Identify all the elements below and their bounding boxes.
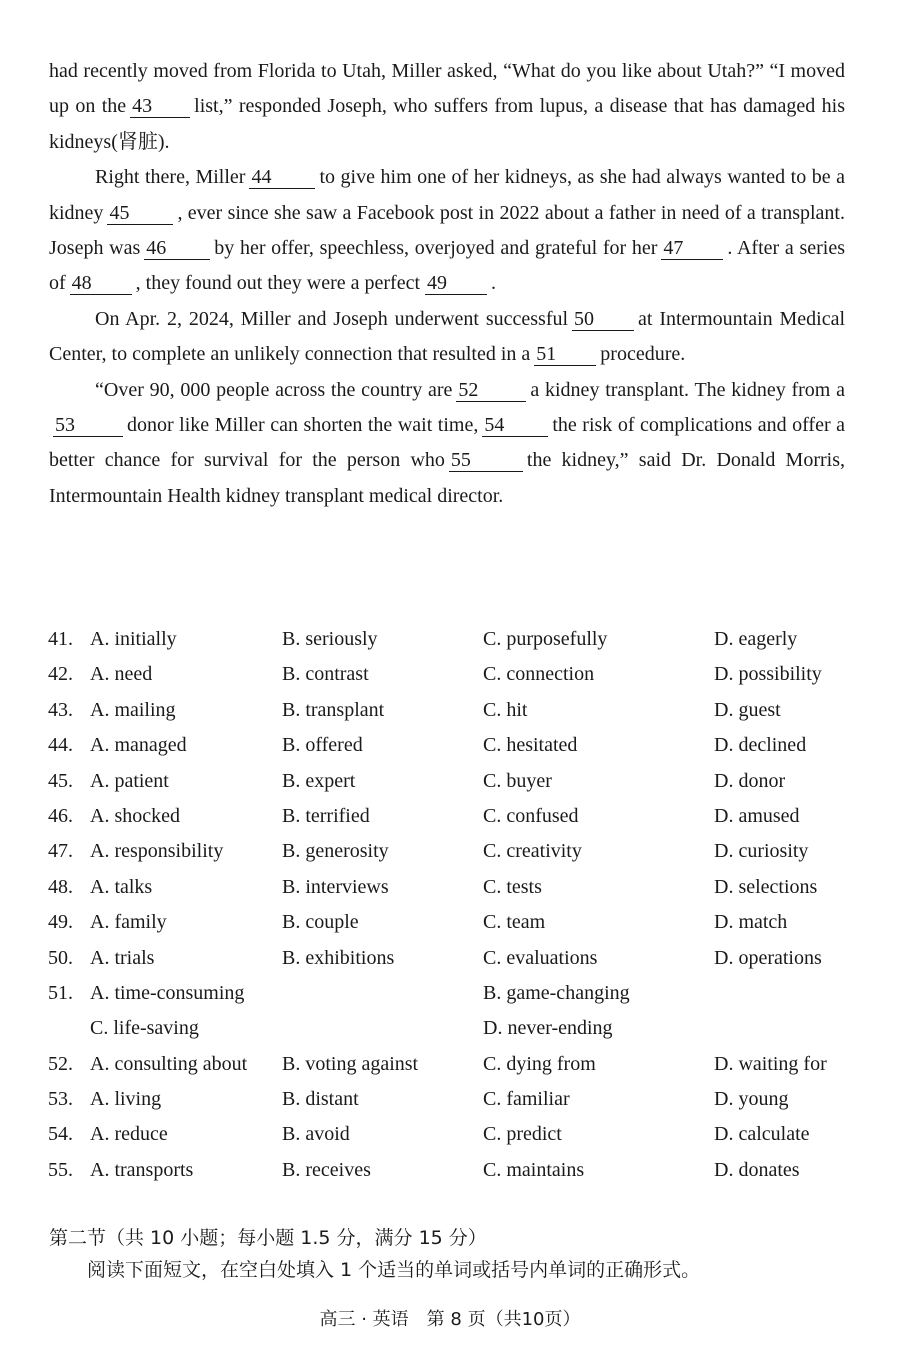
passage-text: by her offer, speechless, overjoyed and grateful for her — [214, 237, 658, 260]
question-number: 43. — [48, 698, 73, 721]
blank-47: 47 — [661, 237, 723, 260]
question-row — [48, 1011, 848, 1046]
option-d: D. young — [714, 1088, 789, 1111]
question-number: 51. — [48, 981, 73, 1004]
option-b: B. couple — [282, 911, 359, 934]
question-row — [48, 764, 848, 799]
section-two — [49, 1222, 700, 1286]
blank-55: 55 — [449, 449, 523, 472]
passage-text: donor like Miller can shorten the wait time, — [127, 414, 479, 437]
question-row — [48, 1153, 848, 1188]
option-c: C. familiar — [483, 1088, 570, 1111]
question-row — [48, 799, 848, 834]
passage-text: , they found out they were a perfect — [135, 272, 420, 295]
question-number: 47. — [48, 840, 73, 863]
passage-text: On Apr. 2, 2024, Miller and Joseph underwent successful — [95, 307, 569, 330]
question-number: 42. — [48, 663, 73, 686]
question-row — [48, 905, 848, 940]
option-c: C. hit — [483, 698, 528, 721]
question-number: 52. — [48, 1052, 73, 1075]
blank-53: 53 — [53, 414, 123, 437]
passage-text: . — [491, 272, 496, 295]
passage-text: had recently moved from Florida to Utah, Miller asked, “What do you like about Utah?” “I moved up on the — [49, 60, 845, 118]
option-b: B. generosity — [282, 840, 389, 863]
paragraph-4 — [49, 373, 845, 515]
blank-49: 49 — [425, 272, 487, 295]
question-number: 46. — [48, 804, 73, 827]
option-a: A. need — [90, 663, 153, 686]
blank-54: 54 — [482, 414, 548, 437]
passage-text: . After a series of — [49, 237, 845, 295]
option-c: C. buyer — [483, 769, 552, 792]
option-d: D. curiosity — [714, 840, 809, 863]
option-d: D. waiting for — [714, 1052, 827, 1075]
option-c: C. purposefully — [483, 628, 608, 650]
question-number: 45. — [48, 769, 73, 792]
option-a: A. reduce — [90, 1123, 168, 1146]
option-a: A. trials — [90, 946, 155, 969]
blank-50: 50 — [572, 308, 634, 331]
option-d: D. guest — [714, 698, 781, 721]
passage-text: , ever since she saw a Facebook post in 2022 about a father in need of a transplant. Joseph was — [49, 201, 845, 260]
option-c: C. evaluations — [483, 946, 598, 969]
question-number: 50. — [48, 946, 73, 969]
passage-text: procedure. — [600, 343, 686, 366]
paragraph-2 — [49, 160, 845, 302]
blank-52: 52 — [456, 379, 526, 402]
option-a: A. time-consuming — [90, 981, 245, 1004]
option-d: D. donor — [714, 769, 786, 792]
question-row — [48, 1047, 848, 1082]
option-a: A. consulting about — [90, 1052, 248, 1075]
option-b: B. expert — [282, 769, 356, 792]
option-d: D. eagerly — [714, 628, 798, 650]
option-b: B. terrified — [282, 804, 370, 827]
option-b: B. transplant — [282, 698, 385, 721]
option-b: B. exhibitions — [282, 946, 395, 969]
option-b: B. game-changing — [483, 981, 630, 1004]
cloze-passage — [49, 54, 845, 514]
option-a: A. patient — [90, 769, 169, 792]
question-row — [48, 941, 848, 976]
option-a: A. talks — [90, 875, 153, 898]
passage-text: the risk of complications and offer a better chance for survival for the person who — [49, 414, 846, 472]
option-d: D. calculate — [714, 1123, 810, 1146]
question-row — [48, 870, 848, 905]
question-number: 44. — [48, 734, 73, 757]
question-number: 41. — [48, 628, 73, 650]
option-b: B. receives — [282, 1158, 371, 1181]
blank-44: 44 — [249, 166, 315, 189]
passage-text: list,” responded Joseph, who suffers from lupus, a disease that has damaged his kidneys(肾脏). — [49, 95, 845, 153]
question-row — [48, 693, 848, 728]
option-d: D. operations — [714, 946, 822, 969]
option-c: C. maintains — [483, 1158, 585, 1181]
question-row — [48, 834, 848, 869]
question-number: 54. — [48, 1123, 73, 1146]
option-b: B. avoid — [282, 1123, 350, 1146]
answer-options — [48, 622, 848, 1188]
option-d: D. declined — [714, 734, 807, 757]
blank-43: 43 — [130, 95, 190, 118]
option-a: A. managed — [90, 734, 187, 757]
option-b: B. offered — [282, 734, 363, 757]
option-b: B. interviews — [282, 875, 389, 898]
option-a: A. family — [90, 911, 167, 934]
option-b: B. seriously — [282, 628, 378, 650]
option-b: B. contrast — [282, 663, 369, 686]
option-c: C. tests — [483, 875, 542, 898]
blank-51: 51 — [534, 343, 596, 366]
option-c: C. connection — [483, 663, 595, 686]
option-b: B. voting against — [282, 1052, 419, 1075]
option-d: D. possibility — [714, 663, 822, 686]
question-row — [48, 622, 848, 657]
question-row — [48, 728, 848, 763]
option-a: A. responsibility — [90, 840, 224, 863]
passage-text: to give him one of her kidneys, as she had always wanted to be a kidney — [49, 166, 845, 224]
question-row — [48, 1082, 848, 1117]
question-number: 53. — [48, 1088, 73, 1111]
option-d: D. donates — [714, 1158, 800, 1181]
page-footer: 高三 · 英语 第 8 页（共10页） — [319, 1309, 581, 1330]
passage-text: “Over 90, 000 people across the country are — [95, 378, 453, 401]
option-a: A. mailing — [90, 698, 176, 721]
option-c: C. life-saving — [90, 1017, 199, 1040]
passage-text: a kidney transplant. The kidney from a — [530, 378, 845, 401]
option-d: D. selections — [714, 875, 818, 898]
question-number: 55. — [48, 1158, 73, 1181]
blank-46: 46 — [144, 237, 210, 260]
question-row — [48, 976, 848, 1011]
option-a: A. initially — [90, 628, 177, 650]
passage-text: Right there, Miller — [95, 166, 246, 189]
option-d: D. never-ending — [483, 1017, 613, 1040]
question-row — [48, 1117, 848, 1152]
section-title: 第二节（共 10 小题；每小题 1.5 分，满分 15 分） — [49, 1227, 487, 1249]
option-c: C. predict — [483, 1123, 562, 1146]
option-c: C. dying from — [483, 1052, 596, 1075]
question-number: 48. — [48, 875, 73, 898]
passage-text: at Intermountain Medical Center, to complete an unlikely connection that resulted in a — [49, 307, 846, 366]
option-d: D. amused — [714, 804, 800, 827]
option-a: A. transports — [90, 1158, 194, 1181]
paragraph-3 — [49, 302, 845, 373]
option-c: C. team — [483, 911, 546, 934]
option-d: D. match — [714, 911, 788, 934]
option-a: A. living — [90, 1088, 162, 1111]
option-c: C. confused — [483, 804, 579, 827]
question-number: 49. — [48, 911, 73, 934]
blank-48: 48 — [70, 272, 132, 295]
option-c: C. hesitated — [483, 734, 578, 757]
option-c: C. creativity — [483, 840, 582, 863]
blank-45: 45 — [107, 202, 173, 225]
option-a: A. shocked — [90, 804, 180, 827]
option-b: B. distant — [282, 1088, 359, 1111]
section-instruction: 阅读下面短文，在空白处填入 1 个适当的单词或括号内单词的正确形式。 — [87, 1259, 701, 1281]
passage-text: the kidney,” said Dr. Donald Morris, Intermountain Health kidney transplant medical director. — [49, 449, 845, 507]
question-row — [48, 657, 848, 692]
paragraph-1 — [49, 54, 845, 160]
